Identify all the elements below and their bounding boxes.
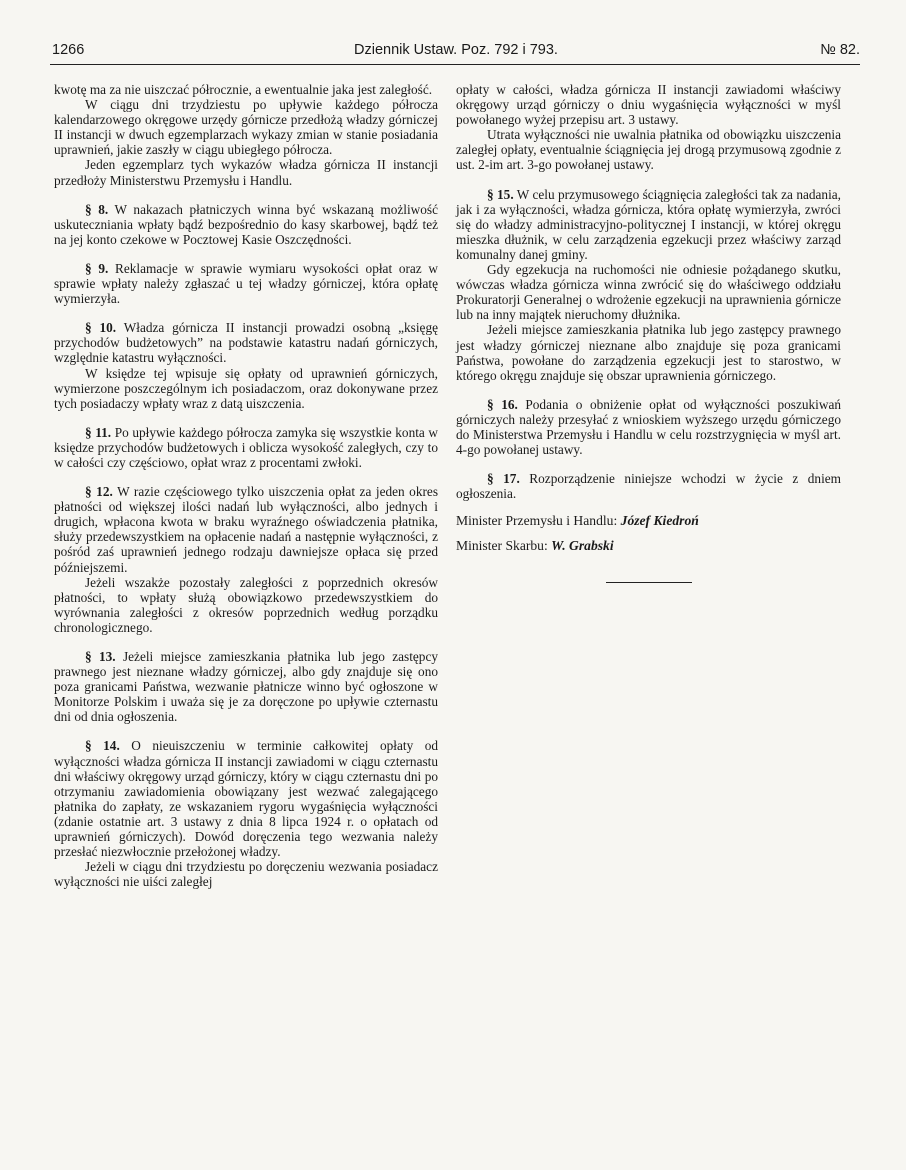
section-label: § 17.	[487, 471, 520, 487]
section-12	[54, 484, 438, 575]
right-column	[456, 82, 841, 583]
paragraph: opłaty w całości, władza górnicza II instancji zawiadomi właściwy okręgowy urząd górniczy o dniu wygaśnięcia wyłączności w myśl powołanego wyżej przepisu art. 3 ustawy.	[456, 82, 841, 128]
paragraph: W księdze tej wpisuje się opłaty od uprawnień górniczych, wymierzone poszczególnym ich posiadaczom, oraz dokonywane przez tych posiadaczy wpłaty wraz z datą uiszczenia.	[54, 365, 438, 411]
paragraph: Jeżeli w ciągu dni trzydziestu po doręczeniu wezwania posiadacz wyłączności nie uiści zaległej	[54, 859, 438, 890]
signature-minister-industry	[456, 513, 841, 528]
section-text: Po upływie każdego półrocza zamyka się wszystkie konta w księdze przychodów budżetowych i oblicza wysokość zaległych, czy to w całości czy częściowo, opłat wraz z procentami zwłoki.	[54, 424, 439, 470]
paragraph: Utrata wyłączności nie uwalnia płatnika od obowiązku uiszczenia zaległej opłaty, eventualnie ściągnięcia jej drogą przymusową zgodnie z ust. 2-im art. 3-go powołanej ustawy.	[456, 127, 841, 173]
paragraph: Jeżeli miejsce zamieszkania płatnika lub jego zastępcy prawnego jest władzy górniczej nieznane albo znajduje się poza granicami Państwa, powołane do zarządzenia egzekucji jest to starostwo, w którego okręgu znajduje się obszar uprawnienia górniczego.	[456, 322, 841, 383]
signature-role: Minister Przemysłu i Handlu:	[456, 513, 618, 529]
section-text: Rozporządzenie niniejsze wchodzi w życie z dniem ogłoszenia.	[456, 471, 842, 502]
section-label: § 10.	[85, 320, 117, 336]
section-14	[54, 738, 438, 859]
section-9	[54, 261, 438, 306]
section-text: W razie częściowego tylko uiszczenia opłat za jeden okres płatności od większej ilości nadań lub wyłączności, albo jednych i drugich, wpłacona kwota w braku wyraźnego oświadczenia płatnika, służy przedewszystkiem na opłacenie nadań a następnie wyłączności, z pośród zaś uprawnień jednego rodzaju dawniejsze opłaca się przed późniejszemi.	[54, 484, 438, 575]
section-label: § 8.	[85, 201, 109, 217]
header-rule	[50, 64, 860, 65]
section-text: Podania o obniżenie opłat od wyłączności poszukiwań górniczych należy przesyłać z wnioskiem wyższego urzędu górniczego do Ministerstwa Przemysłu i Handlu w celu rozstrzygnięcia w myśl art. 4-go powołanej ustawy.	[456, 396, 842, 458]
signature-minister-treasury	[456, 538, 841, 553]
paragraph: kwotę ma za nie uiszczać półrocznie, a ewentualnie jaka jest zaległość.	[54, 82, 433, 97]
paragraph: Gdy egzekucja na ruchomości nie odniesie pożądanego skutku, wówczas władza górnicza winna zwrócić się do właściwego oddziału Prokuratorji Generalnej o wdrożenie egzekucji na uprawnienia górnicze lub na inny majątek nieruchomy dłużnika.	[456, 262, 841, 323]
section-text: Jeżeli miejsce zamieszkania płatnika lub jego zastępcy prawnego jest nieznane władzy górniczej, albo gdy znajduje się ono poza granicami Państwa, wezwanie płatnicze winno być ogłoszone w Monitorze Polskim i uważa się je za doręczone po upływie czternastu dni od dnia ogłoszenia.	[54, 649, 439, 725]
section-label: § 12.	[85, 484, 113, 500]
page-header	[52, 38, 860, 62]
signature-name: W. Grabski	[551, 538, 614, 554]
section-8	[54, 202, 438, 247]
section-text: O nieuiszczeniu w terminie całkowitej opłaty od wyłączności władza górnicza II instancji zawiadomi w ciągu czternastu dni właściwy okręgowy urząd górniczy, który w ciągu czternastu dni po otrzymaniu zawiadomienia obowiązany jest wezwać zalegającego płatnika do zapłaty, ze wskazaniem rygoru wygaśnięcia wyłączności (zdanie ostatnie art. 3 ustawy z dnia 8 lipca 1924 r. o opłatach od uprawnień górniczych). Dowód doręczenia tego wezwania należy przesłać niezwłocznie przełożonej władzy.	[54, 738, 439, 860]
section-16	[456, 397, 841, 457]
issue-number: № 82.	[820, 42, 860, 58]
journal-title: Dziennik Ustaw. Poz. 792 i 793.	[354, 42, 558, 58]
section-13	[54, 649, 438, 724]
section-label: § 16.	[487, 396, 518, 412]
section-17	[456, 471, 841, 501]
section-text: W celu przymusowego ściągnięcia zaległości tak za nadania, jak i za wyłączności, władza górnicza, która opłatę wymierzyła, zwróci się do władzy administracyjno-politycznej I instancji, w której okręgu mieszka dłużnik, w celu zarządzenia egzekucji przez właściwy zarząd komunalny danej gminy.	[456, 186, 841, 262]
section-10	[54, 320, 438, 365]
signature-role: Minister Skarbu:	[456, 538, 548, 554]
paragraph: Jeżeli wszakże pozostały zaległości z poprzednich okresów płatności, to wpłaty służą obowiązkowo przedewszystkiem do wyrównania zaległości z okresów poprzednich według porządku chronologicznego.	[54, 574, 438, 635]
section-label: § 14.	[85, 738, 120, 754]
section-15	[456, 187, 841, 262]
section-text: W nakazach płatniczych winna być wskazaną możliwość uskuteczniania wpłaty bądź bezpośrednio do kasy skarbowej, bądź też na jej konto czekowe w Pocztowej Kasie Oszczędności.	[54, 201, 439, 247]
paragraph: Jeden egzemplarz tych wykazów władza górnicza II instancji przedłoży Ministerstwu Przemysłu i Handlu.	[54, 157, 438, 188]
section-label: § 13.	[85, 649, 116, 664]
signature-name: Józef Kiedroń	[620, 513, 699, 529]
section-text: Reklamacje w sprawie wymiaru wysokości opłat oraz w sprawie wpłaty należy zgłaszać u tej władzy górniczej, która opłatę wymierzyła.	[54, 260, 438, 307]
page-number: 1266	[52, 42, 85, 58]
section-label: § 9.	[85, 260, 109, 276]
section-label: § 15.	[487, 186, 514, 202]
section-text: Władza górnicza II instancji prowadzi osobną „księgę przychodów budżetowych” na podstawie katastru nadań górniczych, względnie katastru wyłączności.	[54, 320, 438, 366]
end-rule	[606, 582, 692, 583]
left-column	[54, 82, 438, 889]
section-label: § 11.	[85, 424, 112, 440]
paragraph: W ciągu dni trzydziestu po upływie każdego półrocza kalendarzowego okręgowe urzędy górnicze przedłożą władzy górniczej II instancji w dwuch egzemplarzach wykazy zmian w stanie posiadania uprawnień, jakie zaszły w ciągu ubiegłego półrocza.	[54, 97, 438, 158]
section-11	[54, 425, 438, 470]
